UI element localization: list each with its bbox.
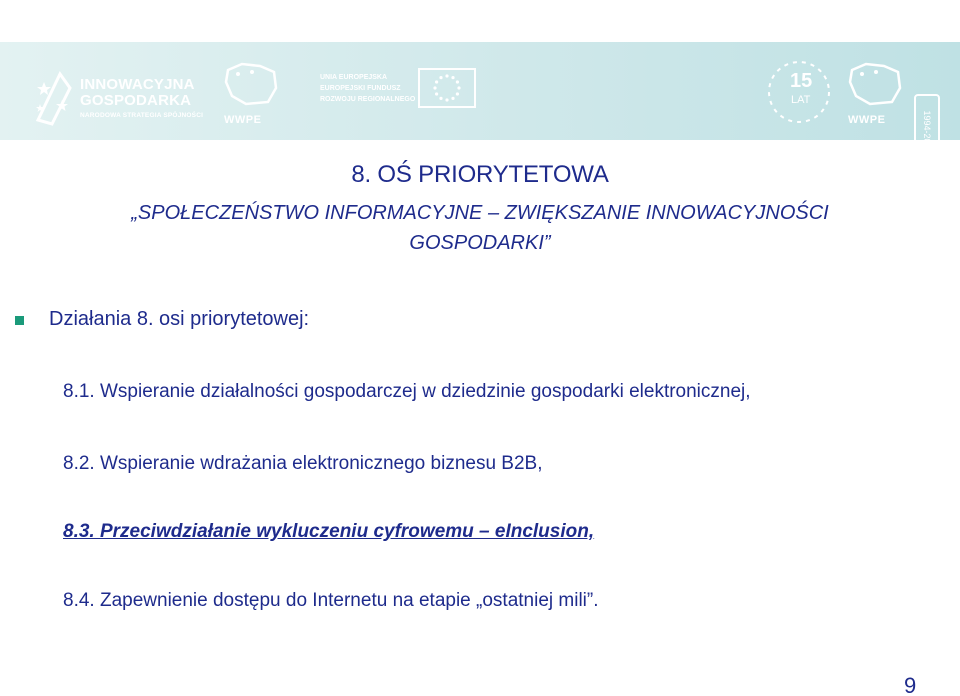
poland-map-icon	[222, 58, 282, 108]
years-badge	[914, 94, 940, 170]
wwpe-logo-right	[838, 42, 918, 140]
ig-logo-line2: GOSPODARKA	[80, 92, 192, 109]
wwpe-label-right: WWPE	[848, 114, 886, 126]
anniversary-label: LAT	[791, 94, 811, 106]
eu-line2: EUROPEJSKI FUNDUSZ	[320, 85, 401, 92]
eu-flag-icon	[418, 68, 476, 108]
eu-line3: ROZWOJU REGIONALNEGO	[320, 96, 416, 103]
list-item: 8.4. Zapewnienie dostępu do Internetu na etapie „ostatniej mili”.	[63, 590, 599, 611]
ig-logo-line3: NARODOWA STRATEGIA SPÓJNOŚCI	[80, 112, 204, 119]
list-item: 8.1. Wspieranie działalności gospodarczej w dziedzinie gospodarki elektronicznej,	[63, 381, 751, 402]
logo-banner	[0, 42, 960, 154]
square-bullet-icon	[15, 316, 24, 325]
eu-fund-logo	[312, 42, 482, 140]
wwpe-label-left: WWPE	[224, 114, 262, 126]
list-item: 8.3. Przeciwdziałanie wykluczeniu cyfrowemu – eInclusion,	[63, 521, 595, 542]
anniversary-number: 15	[790, 70, 813, 92]
years-text: 1994-2009	[922, 110, 932, 154]
ig-logo-line1: INNOWACYJNA	[80, 76, 195, 93]
page-number: 9	[904, 673, 917, 696]
innowacyjna-gospodarka-logo	[28, 42, 208, 140]
poland-map-icon	[846, 58, 906, 108]
wwpe-logo-left	[214, 42, 294, 140]
page-subtitle-line2: GOSPODARKI”	[409, 232, 551, 254]
page-title: 8. OŚ PRIORYTETOWA	[351, 161, 609, 188]
page-subtitle-line1: „SPOŁECZEŃSTWO INFORMACYJNE – ZWIĘKSZANIE INNOWACYJNOŚCI	[131, 202, 829, 224]
stars-emblem-icon	[30, 68, 78, 128]
section-label: Działania 8. osi priorytetowej:	[49, 308, 310, 330]
list-item: 8.2. Wspieranie wdrażania elektronicznego biznesu B2B,	[63, 453, 543, 474]
eu-line1: UNIA EUROPEJSKA	[320, 74, 388, 81]
anniversary-logo	[765, 42, 833, 140]
